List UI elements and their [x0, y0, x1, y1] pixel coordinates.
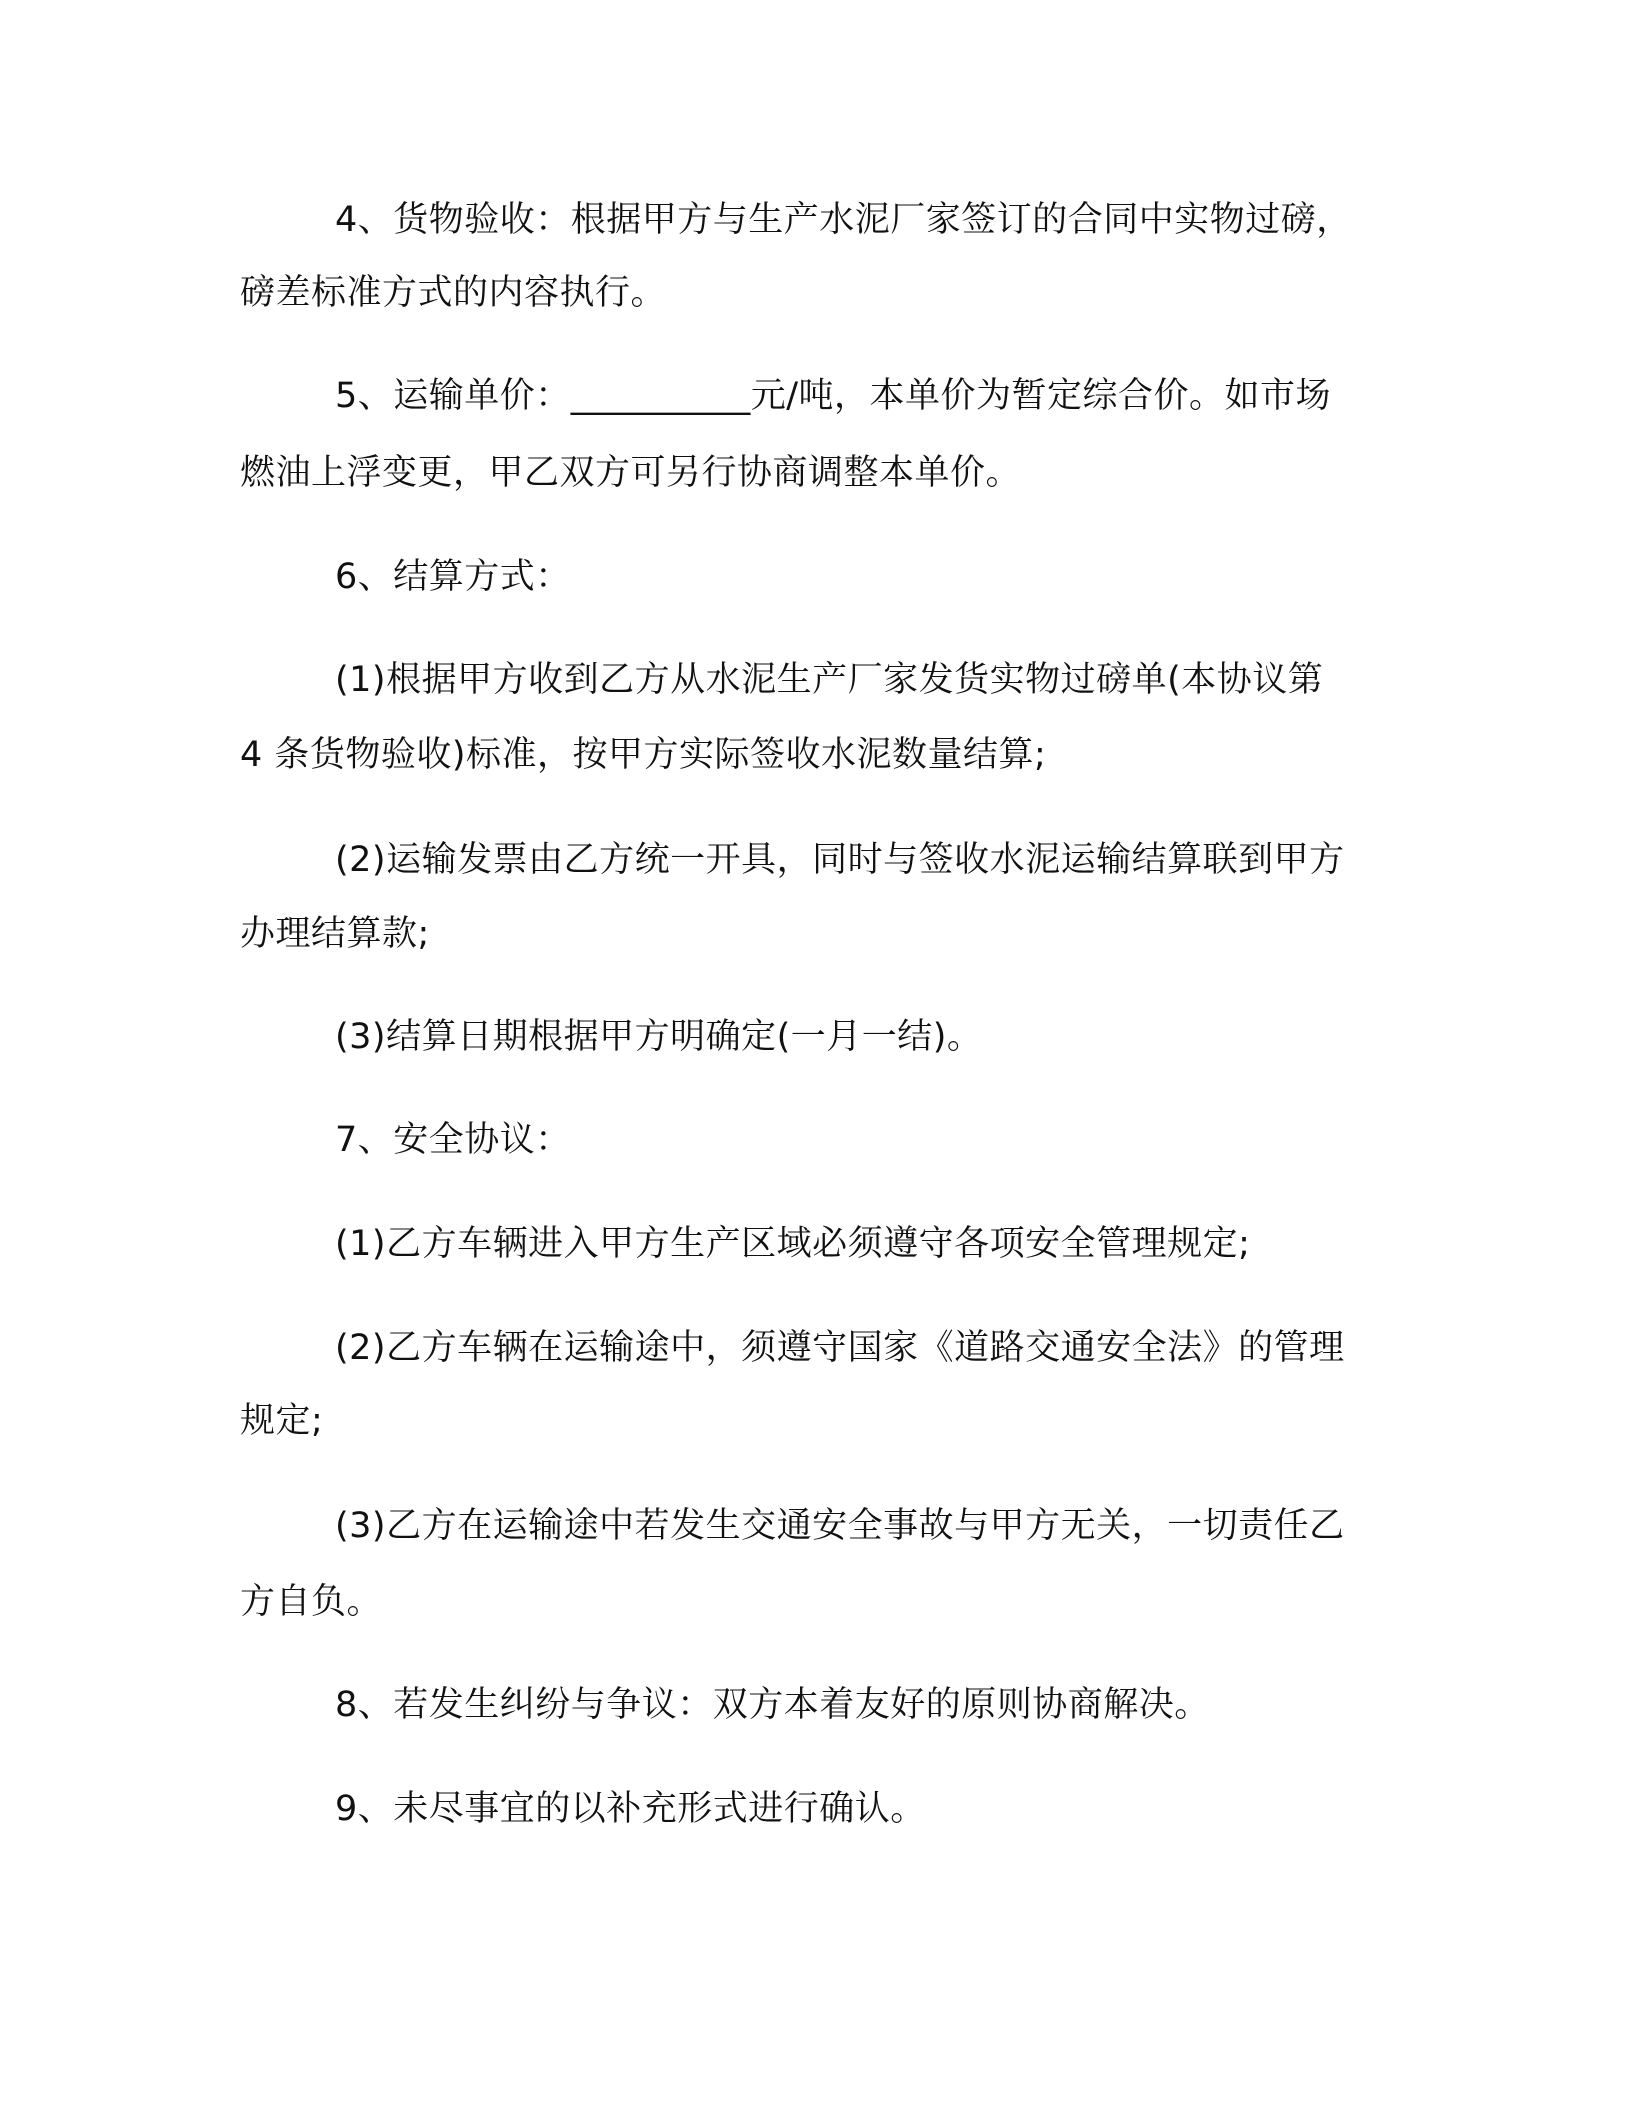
- clause-5-line-2: 燃油上浮变更，甲乙双方可另行协商调整本单价。: [240, 453, 1022, 493]
- clause-8: 8、若发生纠纷与争议：双方本着友好的原则协商解决。: [335, 1685, 1210, 1725]
- clause-7-item-2-line-1: (2)乙方车辆在运输途中，须遵守国家《道路交通安全法》的管理: [335, 1328, 1345, 1368]
- clause-6-item-2-line-2: 办理结算款;: [240, 914, 430, 954]
- clause-6-item-1-line-1: (1)根据甲方收到乙方从水泥生产厂家发货实物过磅单(本协议第: [335, 660, 1324, 700]
- clause-6-item-3: (3)结算日期根据甲方明确定(一月一结)。: [335, 1017, 983, 1057]
- clause-6-heading: 6、结算方式：: [335, 557, 571, 597]
- clause-7-heading: 7、安全协议：: [335, 1120, 571, 1160]
- clause-7-item-2-line-2: 规定;: [240, 1401, 324, 1441]
- clause-6-item-1-line-2: 4 条货物验收)标准，按甲方实际签收水泥数量结算;: [240, 735, 1047, 775]
- clause-4-line-2: 磅差标准方式的内容执行。: [240, 273, 667, 313]
- clause-5-line-1: 5、运输单价：__________元/吨，本单价为暂定综合价。如市场: [335, 376, 1332, 416]
- clause-4-line-1: 4、货物验收：根据甲方与生产水泥厂家签订的合同中实物过磅，: [335, 200, 1352, 240]
- clause-7-item-3-line-2: 方自负。: [240, 1582, 383, 1622]
- clause-9: 9、未尽事宜的以补充形式进行确认。: [335, 1789, 926, 1829]
- clause-6-item-2-line-1: (2)运输发票由乙方统一开具，同时与签收水泥运输结算联到甲方: [335, 840, 1345, 880]
- clause-7-item-3-line-1: (3)乙方在运输途中若发生交通安全事故与甲方无关，一切责任乙: [335, 1506, 1345, 1546]
- clause-7-item-1: (1)乙方车辆进入甲方生产区域必须遵守各项安全管理规定;: [335, 1224, 1251, 1264]
